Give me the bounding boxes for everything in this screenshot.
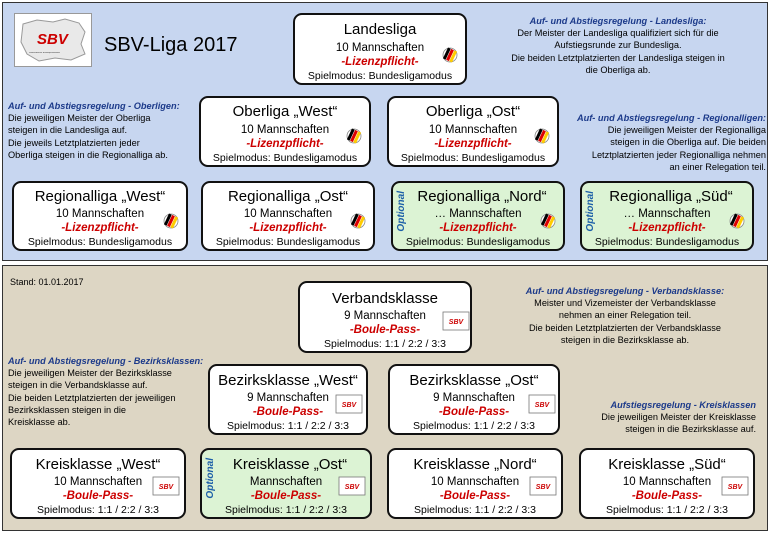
note-bezirksklassen (8, 355, 208, 428)
league-mode: Spielmodus: 1:1 / 2:2 / 3:3 (324, 338, 446, 350)
league-license: -Boule-Pass- (62, 490, 134, 502)
note-heading: Aufstiegsregelung - Kreisklassen (610, 400, 756, 410)
svg-text:SBV: SBV (344, 484, 360, 491)
league-teams: 10 Mannschaften (622, 476, 712, 488)
league-mode: Spielmodus: Bundesligamodus (405, 236, 551, 248)
league-mode: Spielmodus: 1:1 / 2:2 / 3:3 (37, 504, 159, 516)
note-line: Letztplatzierten jeder Regionalliga nehmen (591, 149, 766, 160)
boule-pass-icon (528, 394, 556, 414)
page-title: SBV-Liga 2017 (104, 34, 238, 56)
boule-pass-icon (152, 476, 180, 496)
note-line: steigen in die Verbandsklasse auf. (8, 380, 148, 391)
dbv-logo-icon (345, 126, 363, 148)
note-line: Die jeweiligen Meister der Oberliga (8, 113, 151, 124)
league-license: -Boule-Pass- (439, 490, 511, 502)
league-license: -Lizenzpflicht- (439, 222, 517, 234)
league-teams: Mannschaften (249, 476, 323, 488)
svg-text:SBV: SBV (727, 484, 743, 491)
league-license: -Lizenzpflicht- (434, 138, 512, 150)
boule-pass-icon (442, 311, 470, 331)
league-box-kreisklasse-ost[interactable] (200, 448, 372, 519)
note-line: nehmen an einer Relegation teil. (558, 310, 692, 321)
league-teams: … Mannschaften (434, 208, 522, 220)
note-heading: Auf- und Abstiegsregelung - Landesliga: (529, 16, 707, 26)
league-mode: Spielmodus: Bundesligamodus (594, 236, 740, 248)
league-name: Verbandsklasse (332, 290, 438, 307)
league-mode: Spielmodus: Bundesligamodus (212, 152, 358, 164)
note-line: steigen in die Bezirksklasse ab. (560, 334, 690, 345)
league-name: Regionalliga „West“ (34, 188, 166, 205)
note-line: Die jeweils Letztplatzierten jeder (8, 137, 140, 148)
league-name: Kreisklasse „Süd“ (608, 456, 726, 473)
league-name: Regionalliga „Süd“ (609, 188, 733, 205)
league-name: Kreisklasse „Nord“ (413, 456, 537, 473)
svg-text:SBV: SBV (158, 484, 174, 491)
league-box-kreisklasse-sued[interactable] (579, 448, 755, 519)
league-box-oberliga-ost[interactable] (387, 96, 559, 167)
league-license: -Lizenzpflicht- (61, 222, 139, 234)
league-box-landesliga[interactable] (293, 13, 467, 85)
league-mode: Spielmodus: 1:1 / 2:2 / 3:3 (225, 504, 347, 516)
dbv-logo-icon (162, 211, 180, 233)
note-line: die Oberliga ab. (585, 64, 651, 75)
svg-text:SBV: SBV (534, 402, 550, 409)
league-license: -Lizenzpflicht- (341, 56, 419, 68)
league-teams: 9 Mannschaften (433, 392, 515, 404)
dbv-logo-icon (539, 211, 557, 233)
league-name: Regionalliga „Ost“ (227, 188, 349, 205)
league-name: Regionalliga „Nord“ (417, 188, 547, 205)
note-line: Meister und Vizemeister der Verbandsklasse (534, 298, 716, 309)
note-line: Aufstiegsrunde zur Bundesliga. (554, 40, 682, 51)
note-line: steigen in die Oberliga auf. Die beiden (610, 137, 766, 148)
note-line: Der Meister der Landesliga qualifiziert sich für die (517, 28, 719, 39)
optional-label: Optional (396, 191, 407, 232)
note-line: an einer Relegation teil. (669, 161, 766, 172)
svg-text:SBV: SBV (535, 484, 551, 491)
optional-label: Optional (205, 458, 216, 499)
league-mode: Spielmodus: Bundesligamodus (27, 236, 173, 248)
league-teams: 10 Mannschaften (53, 476, 143, 488)
league-box-verbandsklasse[interactable] (298, 281, 472, 353)
league-box-oberliga-west[interactable] (199, 96, 371, 167)
league-box-regionalliga-west[interactable] (12, 181, 188, 251)
league-name: Bezirksklasse „Ost“ (409, 372, 539, 389)
league-teams: 10 Mannschaften (428, 124, 518, 136)
league-box-bezirksklasse-ost[interactable] (388, 364, 560, 435)
league-license: -Boule-Pass- (438, 406, 510, 418)
league-license: -Lizenzpflicht- (628, 222, 706, 234)
league-mode: Spielmodus: 1:1 / 2:2 / 3:3 (606, 504, 728, 516)
league-license: -Boule-Pass- (631, 490, 703, 502)
league-teams: 10 Mannschaften (240, 124, 330, 136)
league-name: Oberliga „Ost“ (425, 103, 521, 120)
sbv-logo (14, 13, 92, 67)
league-box-kreisklasse-nord[interactable] (387, 448, 563, 519)
league-teams: … Mannschaften (623, 208, 711, 220)
note-line: Die beiden Letztplatzierten der Landesliga steigen in (511, 52, 725, 63)
note-line: Oberliga steigen in die Regionalliga ab. (8, 149, 168, 160)
league-teams: 9 Mannschaften (344, 310, 426, 322)
league-license: -Boule-Pass- (252, 406, 324, 418)
note-line: Die jeweiligen Meister der Regionalliga (607, 125, 766, 136)
league-teams: 10 Mannschaften (335, 42, 425, 54)
league-teams: 9 Mannschaften (247, 392, 329, 404)
league-license: -Lizenzpflicht- (249, 222, 327, 234)
dbv-logo-icon (728, 211, 746, 233)
league-mode: Spielmodus: 1:1 / 2:2 / 3:3 (413, 420, 535, 432)
league-mode: Spielmodus: 1:1 / 2:2 / 3:3 (227, 420, 349, 432)
league-license: -Boule-Pass- (349, 324, 421, 336)
league-license: -Lizenzpflicht- (246, 138, 324, 150)
boule-pass-icon (529, 476, 557, 496)
sbv-logo-subtext: Saarländischer Boulesportverband (29, 52, 60, 54)
sbv-logo-text: SBV (37, 31, 68, 48)
league-box-kreisklasse-west[interactable] (10, 448, 186, 519)
league-mode: Spielmodus: Bundesligamodus (307, 70, 453, 82)
dbv-logo-icon (349, 211, 367, 233)
league-box-regionalliga-sued[interactable] (580, 181, 754, 251)
note-oberligen (8, 100, 200, 161)
boule-pass-icon (335, 394, 363, 414)
league-box-regionalliga-nord[interactable] (391, 181, 565, 251)
note-line: Die beiden Letztplatzierten der jeweiligen (8, 392, 176, 403)
note-heading: Auf- und Abstiegsregelung - Oberligen: (8, 101, 180, 111)
league-teams: 10 Mannschaften (55, 208, 145, 220)
svg-text:SBV: SBV (448, 319, 464, 326)
note-line: steigen in die Landesliga auf. (8, 125, 128, 136)
note-heading: Auf- und Abstiegsregelung - Bezirksklassen: (8, 356, 204, 366)
note-kreisklassen (570, 399, 756, 436)
league-name: Landesliga (343, 21, 417, 38)
note-heading: Auf- und Abstiegsregelung - Verbandsklasse: (525, 286, 725, 296)
dbv-logo-icon (441, 45, 459, 67)
league-name: Kreisklasse „Ost“ (232, 456, 348, 473)
note-heading: Auf- und Abstiegsregelung - Regionalligen: (576, 113, 766, 123)
stand-date: Stand: 01.01.2017 (10, 277, 84, 287)
league-mode: Spielmodus: Bundesligamodus (400, 152, 546, 164)
league-name: Bezirksklasse „West“ (218, 372, 358, 389)
note-line: Die jeweiligen Meister der Kreisklasse (601, 412, 756, 423)
league-mode: Spielmodus: 1:1 / 2:2 / 3:3 (414, 504, 536, 516)
league-box-bezirksklasse-west[interactable] (208, 364, 368, 435)
league-license: -Boule-Pass- (250, 490, 322, 502)
note-landesliga (470, 15, 766, 76)
dbv-logo-icon (533, 126, 551, 148)
league-mode: Spielmodus: Bundesligamodus (215, 236, 361, 248)
note-line: Die jeweiligen Meister der Bezirksklasse (8, 368, 172, 379)
boule-pass-icon (338, 476, 366, 496)
league-teams: 10 Mannschaften (243, 208, 333, 220)
league-box-regionalliga-ost[interactable] (201, 181, 375, 251)
svg-text:SBV: SBV (341, 402, 357, 409)
league-name: Kreisklasse „West“ (35, 456, 161, 473)
note-line: Die beiden Letztplatzierten der Verbandsklasse (528, 322, 722, 333)
boule-pass-icon (721, 476, 749, 496)
league-name: Oberliga „West“ (232, 103, 338, 120)
optional-label: Optional (585, 191, 596, 232)
note-regionalligen (560, 112, 766, 173)
note-line: Bezirksklassen steigen in die (8, 404, 126, 415)
note-verbandsklasse (486, 285, 764, 346)
note-line: steigen in die Bezirksklasse auf. (625, 424, 756, 435)
note-line: Kreisklasse ab. (8, 417, 71, 428)
league-teams: 10 Mannschaften (430, 476, 520, 488)
